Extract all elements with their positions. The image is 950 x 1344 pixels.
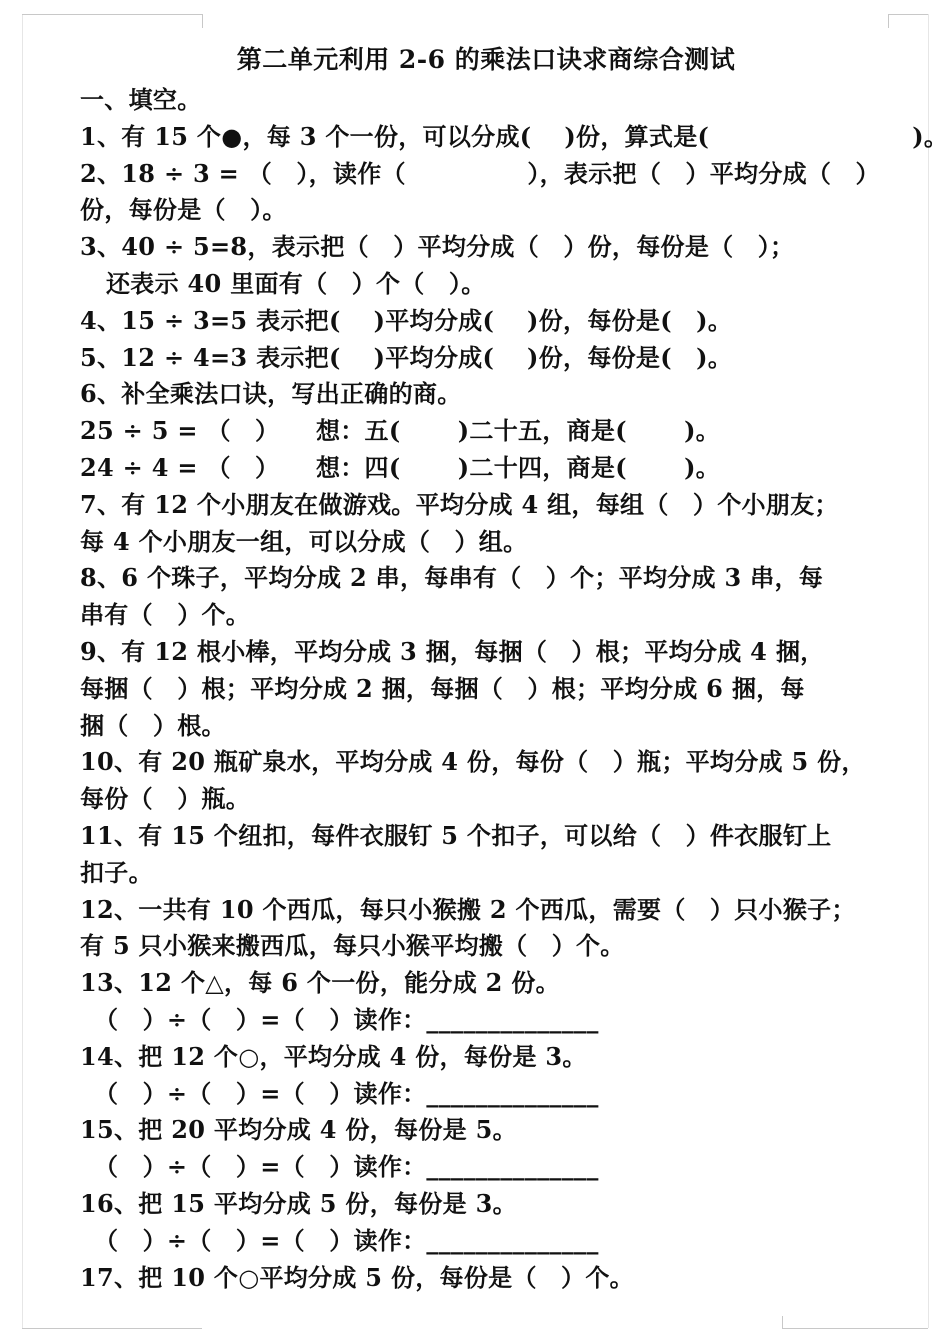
worksheet-title: 第二单元利用 2-6 的乘法口诀求商综合测试 <box>236 45 736 74</box>
worksheet-line: 13、12 个△，每 6 个一份，能分成 2 份。 <box>80 968 560 998</box>
page-border-right <box>928 14 929 1328</box>
worksheet-line: 12、一共有 10 个西瓜，每只小猴搬 2 个西瓜，需要（ ）只小猴子； <box>80 894 856 924</box>
worksheet-line: 2、18 ÷ 3 = （ ），读作（ ），表示把（ ）平均分成（ ） <box>80 158 880 188</box>
worksheet-line: 17、把 10 个○平均分成 5 份，每份是（ ）个。 <box>80 1262 634 1292</box>
worksheet-line: （ ）÷（ ）=（ ）读作：______________ <box>94 1078 599 1108</box>
worksheet-line: 16、把 15 平均分成 5 份，每份是 3。 <box>80 1188 517 1218</box>
worksheet-line: 有 5 只小猴来搬西瓜，每只小猴平均搬（ ）个。 <box>80 931 625 961</box>
worksheet-line: 15、把 20 平均分成 4 份，每份是 5。 <box>80 1115 517 1145</box>
worksheet-line: 25 ÷ 5 = （ ） 想：五( )二十五，商是( )。 <box>80 416 721 446</box>
worksheet-line: （ ）÷（ ）=（ ）读作：______________ <box>94 1225 599 1255</box>
worksheet-line: 8、6 个珠子，平均分成 2 串，每串有（ ）个；平均分成 3 串，每 <box>80 563 824 593</box>
worksheet-line: 扣子。 <box>80 857 153 887</box>
question-list <box>80 82 949 1296</box>
worksheet-line: 4、15 ÷ 3=5 表示把( )平均分成( )份，每份是( )。 <box>80 305 733 335</box>
worksheet-line: 1、有 15 个●，每 3 个一份，可以分成( )份，算式是( )。 <box>80 121 949 151</box>
worksheet-line: 每份（ ）瓶。 <box>80 784 251 814</box>
worksheet-line: 11、有 15 个纽扣，每件衣服钉 5 个扣子，可以给（ ）件衣服钉上 <box>80 820 832 850</box>
crop-mark-top-right <box>888 14 928 15</box>
worksheet-line: 每捆（ ）根；平均分成 2 捆，每捆（ ）根；平均分成 6 捆，每 <box>80 673 805 703</box>
worksheet-line: 24 ÷ 4 = （ ） 想：四( )二十四，商是( )。 <box>80 452 721 482</box>
worksheet-line: 一、填空。 <box>80 85 202 114</box>
crop-mark-bottom-left <box>22 1328 202 1329</box>
crop-mark-top-right-vertical <box>888 14 889 28</box>
worksheet-line: 7、有 12 个小朋友在做游戏。平均分成 4 组，每组（ ）个小朋友； <box>80 489 839 519</box>
worksheet-page <box>80 38 949 1296</box>
worksheet-line: 份，每份是（ ）。 <box>80 195 287 225</box>
crop-mark-bottom-right <box>782 1328 928 1329</box>
worksheet-line: 捆（ ）根。 <box>80 710 226 740</box>
worksheet-line: 5、12 ÷ 4=3 表示把( )平均分成( )份，每份是( )。 <box>80 342 733 372</box>
worksheet-line: （ ）÷（ ）=（ ）读作：______________ <box>94 1004 599 1034</box>
worksheet-line: 每 4 个小朋友一组，可以分成（ ）组。 <box>80 526 528 556</box>
worksheet-line: 串有（ ）个。 <box>80 600 251 630</box>
crop-mark-top-left-vertical <box>202 14 203 28</box>
crop-mark-bottom-right-vertical <box>782 1316 783 1328</box>
worksheet-line: （ ）÷（ ）=（ ）读作：______________ <box>94 1152 599 1182</box>
worksheet-line: 还表示 40 里面有（ ）个（ ）。 <box>106 268 486 298</box>
crop-mark-top-left <box>22 14 202 15</box>
worksheet-line: 3、40 ÷ 5=8，表示把（ ）平均分成（ ）份，每份是（ ）； <box>80 232 795 262</box>
page-border-left <box>22 14 23 1328</box>
worksheet-line: 6、补全乘法口诀，写出正确的商。 <box>80 379 462 409</box>
worksheet-line: 14、把 12 个○，平均分成 4 份，每份是 3。 <box>80 1041 587 1071</box>
worksheet-line: 10、有 20 瓶矿泉水，平均分成 4 份，每份（ ）瓶；平均分成 5 份， <box>80 747 866 777</box>
worksheet-line: 9、有 12 根小棒，平均分成 3 捆，每捆（ ）根；平均分成 4 捆， <box>80 636 825 666</box>
